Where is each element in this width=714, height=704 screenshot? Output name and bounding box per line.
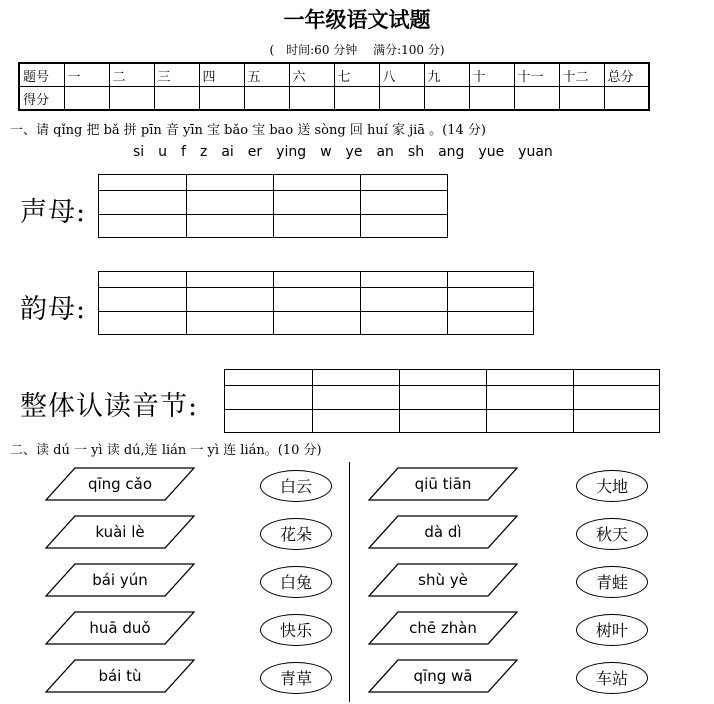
score-input-cell[interactable] <box>604 87 649 111</box>
word-oval[interactable]: 大地 <box>576 470 648 502</box>
pinyin-card[interactable] <box>45 467 195 501</box>
pinyin-text: qīng wā <box>413 667 473 685</box>
section2-heading: 二、读 dú 一 yì 读 dú,连 lián 一 yì 连 lián。(10 分) <box>10 443 322 458</box>
word-oval[interactable]: 树叶 <box>576 614 648 646</box>
pinyin-text: dà dì <box>424 523 462 541</box>
pinyin-text: bái yún <box>92 571 148 589</box>
yunmu-writing-grid[interactable] <box>98 271 534 335</box>
score-cell: 八 <box>379 63 424 87</box>
pinyin-card[interactable] <box>368 467 518 501</box>
score-table <box>18 62 650 111</box>
pinyin-card[interactable] <box>368 563 518 597</box>
score-input-cell[interactable] <box>424 87 469 111</box>
score-cell: 三 <box>154 63 199 87</box>
score-cell: 七 <box>334 63 379 87</box>
word-oval[interactable]: 秋天 <box>576 518 648 550</box>
pinyin-text: qīng cǎo <box>87 475 153 493</box>
exam-info: ( 时间:60 分钟 满分:100 分) <box>269 43 445 57</box>
syllable-list: si u f z ai er ying w ye an sh ang yue yuan <box>133 144 553 160</box>
score-cell: 五 <box>244 63 289 87</box>
score-cell: 一 <box>64 63 109 87</box>
word-oval[interactable]: 青蛙 <box>576 566 648 598</box>
pinyin-text: qiū tiān <box>414 475 472 493</box>
yunmu-label: 韵母: <box>20 294 87 325</box>
score-input-cell[interactable] <box>289 87 334 111</box>
shengmu-writing-grid[interactable] <box>98 174 448 238</box>
score-cell: 题号 <box>19 63 64 87</box>
score-table-score-row <box>19 87 649 111</box>
score-input-cell[interactable] <box>379 87 424 111</box>
score-input-cell[interactable] <box>199 87 244 111</box>
section1-heading: 一、请 qǐng 把 bǎ 拼 pīn 音 yīn 宝 bǎo 宝 bao 送 sòng 回 huí 家 jiā 。(14 分) <box>10 123 487 138</box>
score-cell: 十二 <box>559 63 604 87</box>
pinyin-card[interactable] <box>45 563 195 597</box>
score-input-cell[interactable] <box>244 87 289 111</box>
pinyin-text: shù yè <box>418 571 468 589</box>
word-oval[interactable]: 车站 <box>576 662 648 694</box>
score-input-cell[interactable] <box>64 87 109 111</box>
word-oval[interactable]: 白兔 <box>260 566 332 598</box>
score-input-cell[interactable] <box>109 87 154 111</box>
shengmu-label: 声母: <box>20 197 87 228</box>
score-cell: 总分 <box>604 63 649 87</box>
word-oval[interactable]: 花朵 <box>260 518 332 550</box>
zhengti-label: 整体认读音节: <box>20 391 199 422</box>
zhengti-writing-grid[interactable] <box>224 369 660 433</box>
pinyin-text: bái tù <box>98 667 142 685</box>
pinyin-card[interactable] <box>368 659 518 693</box>
score-cell: 四 <box>199 63 244 87</box>
score-cell: 二 <box>109 63 154 87</box>
pinyin-card[interactable] <box>45 611 195 645</box>
score-input-cell[interactable] <box>154 87 199 111</box>
score-cell: 十一 <box>514 63 559 87</box>
page-title: 一年级语文试题 <box>283 7 431 32</box>
word-oval[interactable]: 青草 <box>260 662 332 694</box>
pinyin-card[interactable] <box>45 515 195 549</box>
score-input-cell[interactable] <box>334 87 379 111</box>
pinyin-text: kuài lè <box>95 523 145 541</box>
column-divider <box>349 462 350 702</box>
pinyin-card[interactable] <box>368 515 518 549</box>
pinyin-text: chē zhàn <box>409 619 477 637</box>
score-cell: 十 <box>469 63 514 87</box>
pinyin-card[interactable] <box>368 611 518 645</box>
score-input-cell[interactable] <box>559 87 604 111</box>
score-cell: 六 <box>289 63 334 87</box>
score-input-cell[interactable] <box>469 87 514 111</box>
word-oval[interactable]: 快乐 <box>260 614 332 646</box>
score-row-label: 得分 <box>19 87 64 111</box>
pinyin-card[interactable] <box>45 659 195 693</box>
pinyin-text: huā duǒ <box>89 619 151 637</box>
score-table-header-row <box>19 63 649 87</box>
score-cell: 九 <box>424 63 469 87</box>
score-input-cell[interactable] <box>514 87 559 111</box>
word-oval[interactable]: 白云 <box>260 470 332 502</box>
